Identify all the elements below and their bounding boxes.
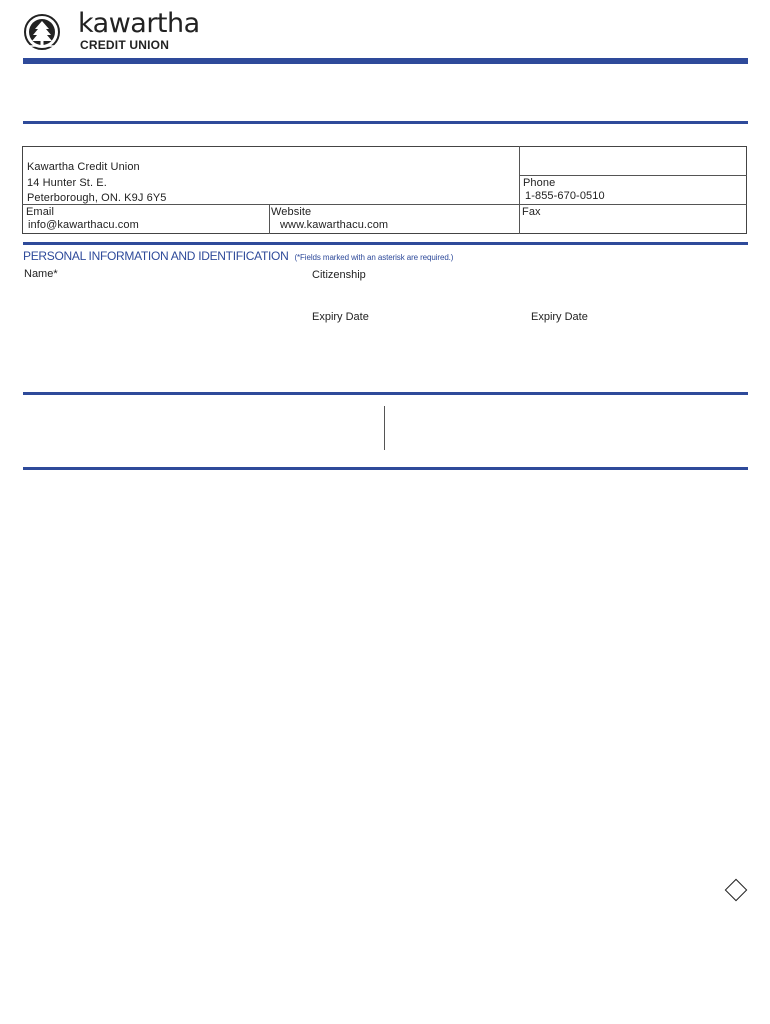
tree-icon — [24, 13, 60, 51]
brand-subtitle: CREDIT UNION — [80, 38, 170, 52]
branch-name: Kawartha Credit Union — [27, 161, 140, 173]
brand-name: kawartha — [78, 8, 200, 39]
box-divider-website — [269, 204, 270, 234]
fax-label: Fax — [522, 206, 541, 218]
email-label: Email — [26, 206, 55, 218]
email-value: info@kawarthacu.com — [28, 219, 139, 231]
expiry-date-label-1: Expiry Date — [312, 311, 369, 323]
mid-column-divider — [384, 406, 385, 450]
branch-address-line2: Peterborough, ON. K9J 6Y5 — [27, 192, 167, 204]
name-label: Name* — [24, 268, 58, 280]
expiry-date-label-2: Expiry Date — [531, 311, 588, 323]
section-rule-mid — [23, 392, 748, 395]
website-value: www.kawarthacu.com — [280, 219, 389, 231]
diamond-icon[interactable] — [725, 879, 748, 902]
required-fields-note: (*Fields marked with an asterisk are required.) — [294, 253, 454, 262]
citizenship-label: Citizenship — [312, 269, 366, 281]
phone-label: Phone — [523, 177, 556, 189]
branch-address-line1: 14 Hunter St. E. — [27, 177, 107, 189]
section-rule-personal — [23, 242, 748, 245]
personal-section-title — [23, 249, 453, 265]
section-rule-bottom — [23, 467, 748, 470]
personal-section-heading: PERSONAL INFORMATION AND IDENTIFICATION — [23, 249, 289, 263]
section-rule-top — [23, 121, 748, 124]
website-label: Website — [271, 206, 312, 218]
header-rule — [23, 58, 748, 64]
box-divider-right — [519, 146, 520, 234]
logo — [24, 8, 200, 54]
phone-value: 1-855-670-0510 — [525, 190, 605, 202]
